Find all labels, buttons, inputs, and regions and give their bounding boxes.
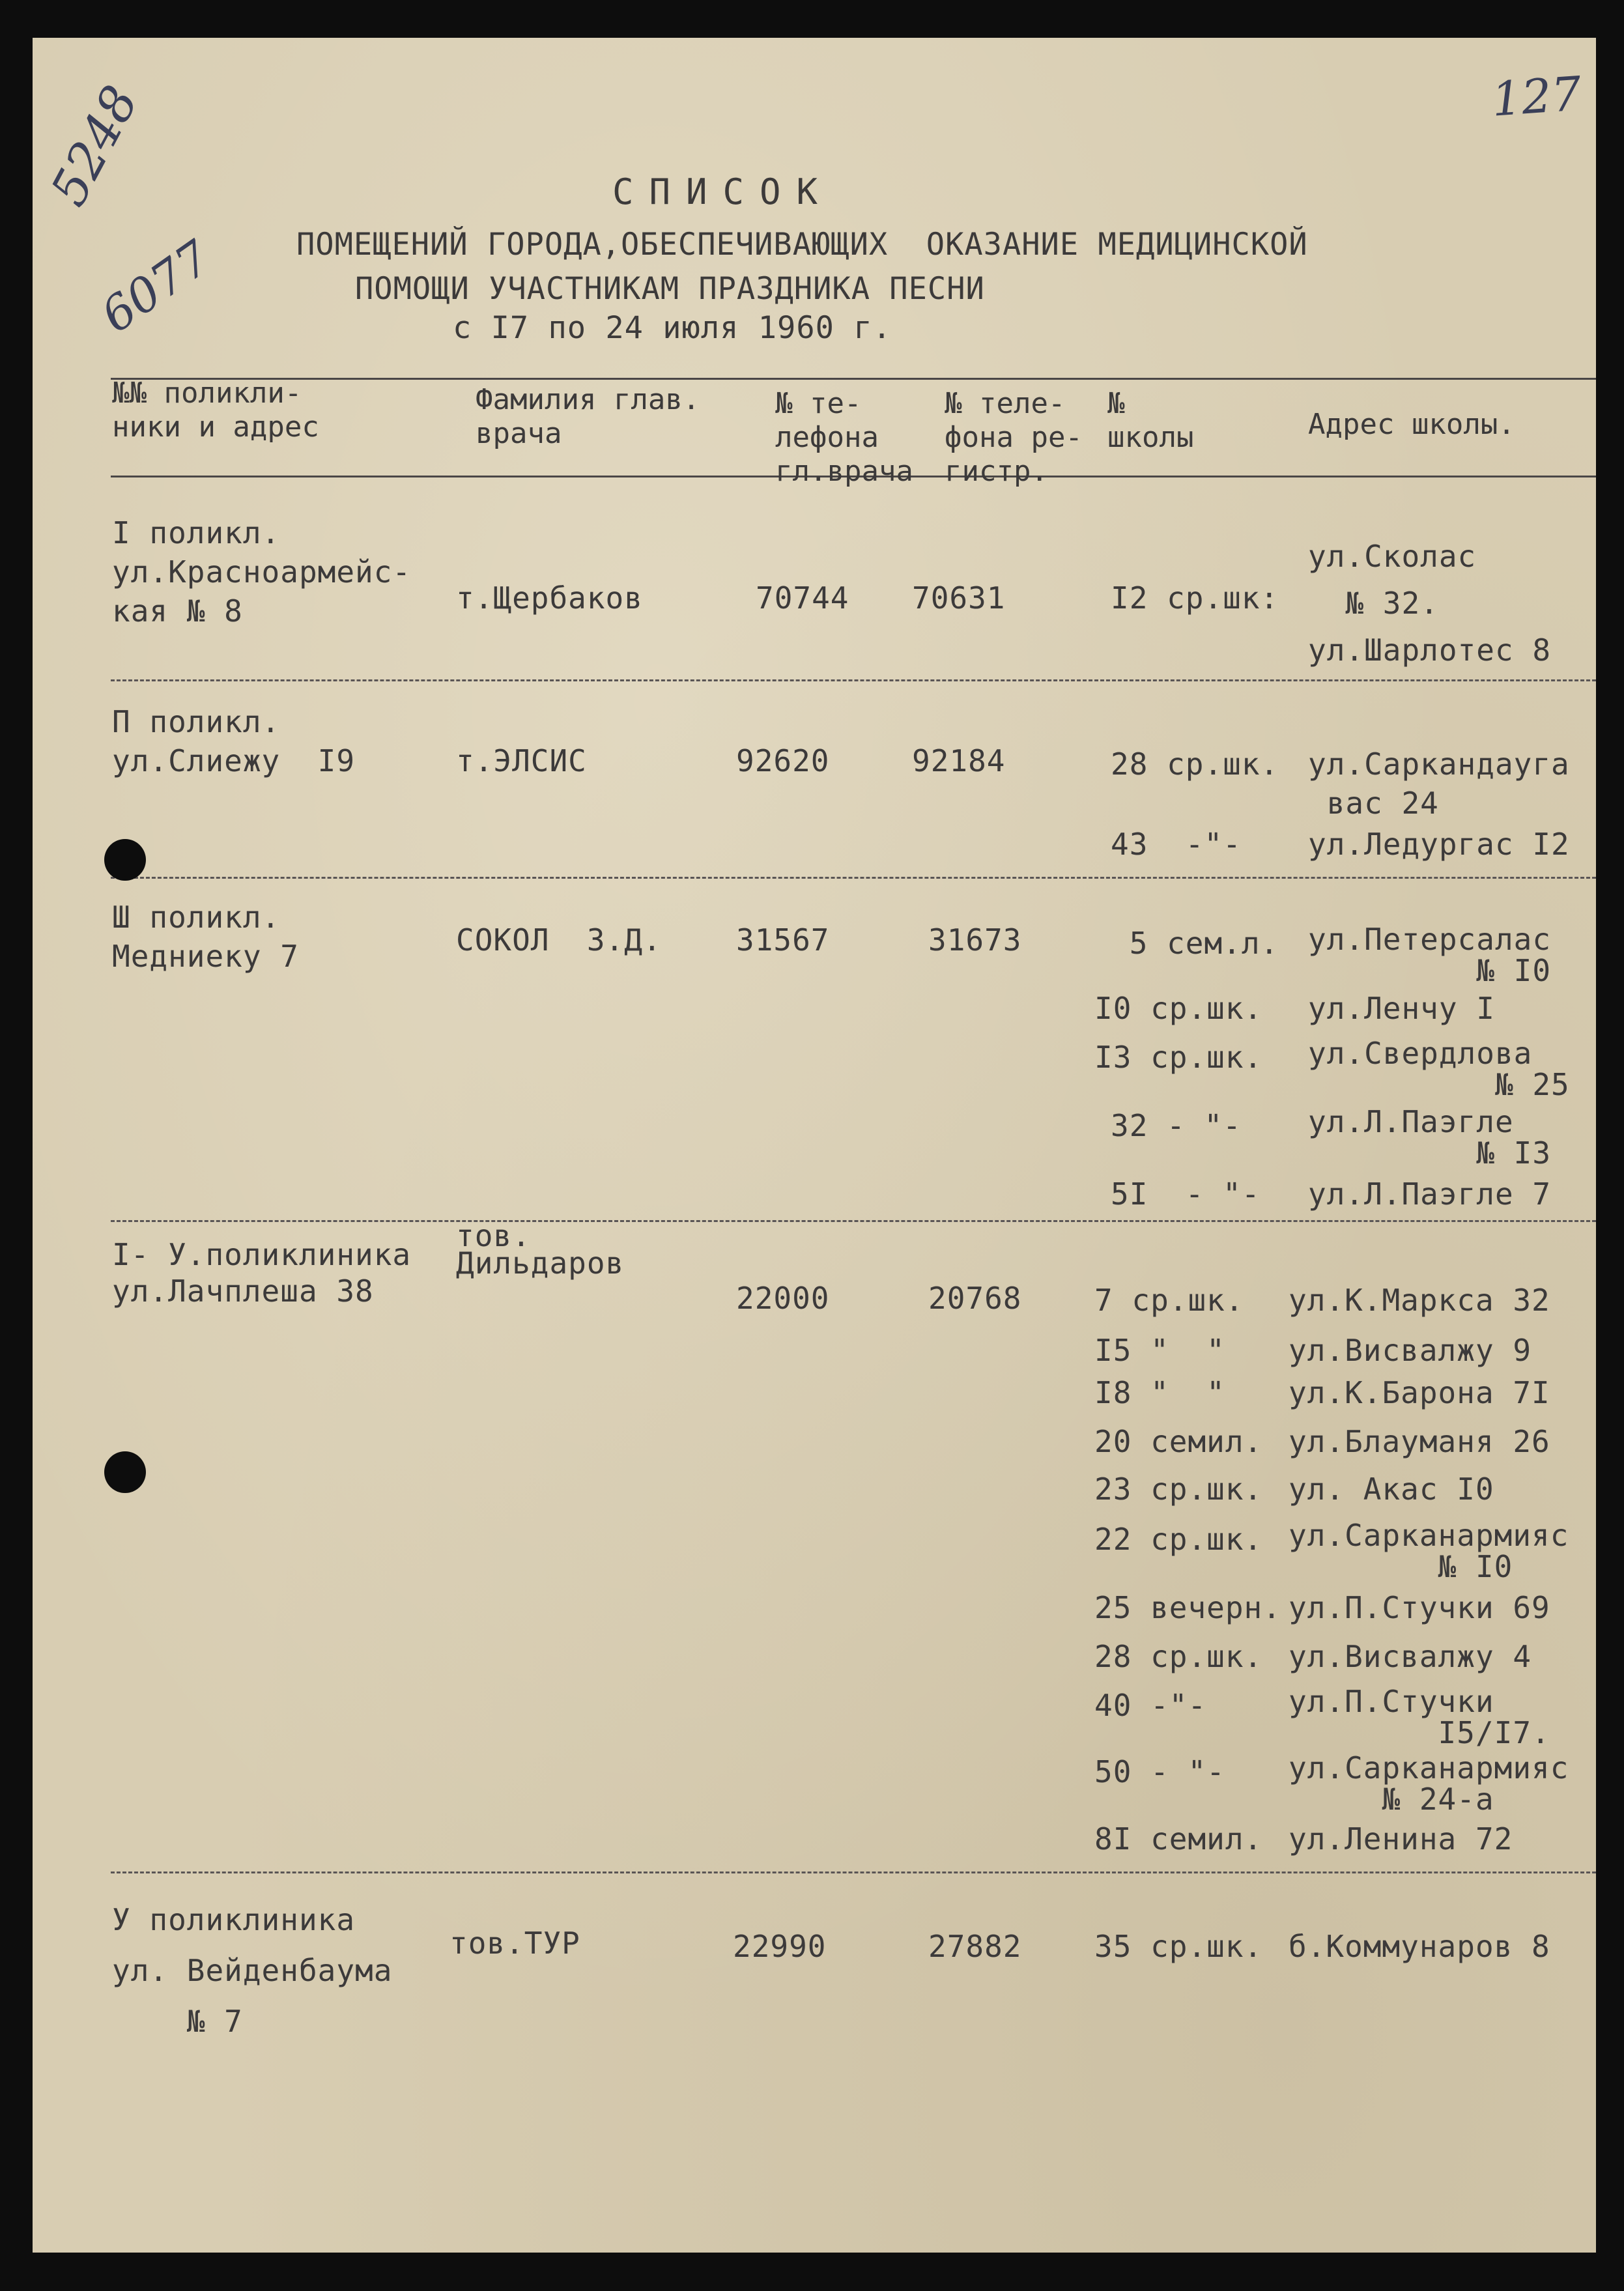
doctor-phone: 92620	[736, 743, 830, 778]
school-number: I5 " "	[1094, 1333, 1225, 1368]
punch-hole	[104, 839, 146, 881]
school-address: ул.Л.Паэгле № I3	[1308, 1104, 1552, 1171]
school-number: 35 ср.шк.	[1094, 1929, 1263, 1964]
school-number: 22 ср.шк.	[1094, 1522, 1263, 1557]
school-address: ул.П.Стучки I5/I7.	[1289, 1684, 1550, 1750]
table-top-rule	[111, 378, 1596, 380]
school-number: I3 ср.шк.	[1094, 1040, 1263, 1075]
school-address: ул.Висвалжу 9	[1289, 1333, 1532, 1368]
row-divider	[111, 679, 1596, 681]
polyclinic-name: У поликлиника ул. Вейденбаума № 7	[112, 1902, 393, 2039]
school-address: ул.Саркандаугa вас 24	[1308, 747, 1570, 821]
school-number: 28 ср.шк.	[1094, 1639, 1263, 1674]
school-number: 5 сем.л.	[1111, 926, 1279, 961]
school-number: I8 " "	[1094, 1375, 1225, 1410]
school-address: ул. Акас I0	[1289, 1472, 1494, 1507]
punch-hole	[104, 1451, 146, 1493]
polyclinic-name: I- У.поликлиника ул.Лачплеша 38	[112, 1237, 412, 1309]
document-page	[33, 38, 1596, 2253]
polyclinic-name: I поликл. ул.Красноармейс- кая № 8	[112, 515, 412, 629]
doctor-phone: 31567	[736, 922, 830, 958]
school-address: ул.П.Стучки 69	[1289, 1590, 1550, 1625]
chief-doctor: СОКОЛ З.Д.	[456, 922, 662, 958]
school-address: б.Коммунаров 8	[1289, 1929, 1550, 1964]
school-number: 28 ср.шк.	[1111, 747, 1279, 782]
registry-phone: 20768	[928, 1281, 1022, 1316]
school-address: ул.Петерсалас № I0	[1308, 922, 1552, 988]
heading-dates: с I7 по 24 июля 1960 г.	[453, 310, 892, 346]
chief-doctor: тов. Дильдаров	[456, 1218, 625, 1281]
school-address: ул.Висвалжу 4	[1289, 1639, 1532, 1674]
school-address: ул.Сарканармияс № 24-а	[1289, 1750, 1569, 1817]
column-header-registry-phone: № теле- фона ре- гистр.	[945, 387, 1083, 488]
row-divider	[111, 1871, 1596, 1873]
archive-note-1: 5248	[39, 76, 150, 215]
school-address: ул.Ленина 72	[1289, 1821, 1513, 1857]
column-header-polyclinic: №№ поликли- ники и адрес	[112, 377, 319, 444]
school-number: 8I семил.	[1094, 1821, 1263, 1857]
school-number: 23 ср.шк.	[1094, 1472, 1263, 1507]
column-header-doctor: Фамилия глав. врача	[476, 383, 700, 450]
heading-line-2: ПОМОЩИ УЧАСТНИКАМ ПРАЗДНИКА ПЕСНИ	[355, 271, 985, 307]
school-address: ул.Блауманя 26	[1289, 1424, 1550, 1459]
school-address: ул.Свердлова № 25	[1308, 1036, 1570, 1102]
column-header-school-address: Адрес школы.	[1308, 408, 1515, 441]
school-address: ул.Сколас № 32. ул.Шарлотес 8	[1308, 539, 1552, 668]
doctor-phone: 22000	[736, 1281, 830, 1316]
school-number: 43 -"-	[1111, 827, 1242, 862]
polyclinic-name: Ш поликл. Медниеку 7	[112, 900, 299, 974]
registry-phone: 31673	[928, 922, 1022, 958]
chief-doctor: т.Щербаков	[456, 580, 643, 616]
doctor-phone: 22990	[733, 1929, 827, 1964]
school-number: 7 ср.шк.	[1094, 1283, 1244, 1318]
registry-phone: 27882	[928, 1929, 1022, 1964]
school-address: ул.Ленчу I	[1308, 991, 1495, 1026]
school-number: I2 ср.шк:	[1111, 580, 1279, 616]
school-number: 32 - "-	[1111, 1108, 1242, 1143]
school-number: 25 вечерн.	[1094, 1590, 1281, 1625]
row-divider	[111, 1220, 1596, 1222]
school-address: ул.Сарканармияс № I0	[1289, 1518, 1569, 1584]
chief-doctor: т.ЭЛСИС	[456, 743, 587, 778]
school-number: 40 -"-	[1094, 1688, 1207, 1723]
school-number: 20 семил.	[1094, 1424, 1263, 1459]
school-address: ул.К.Барона 7I	[1289, 1375, 1550, 1410]
registry-phone: 70631	[912, 580, 1006, 616]
school-address: ул.Ледургас I2	[1308, 827, 1570, 862]
column-header-school-number: № школы	[1107, 387, 1194, 454]
chief-doctor: тов.ТУР	[449, 1926, 580, 1961]
school-address: ул.Л.Паэгле 7	[1308, 1176, 1552, 1212]
row-divider	[111, 877, 1596, 879]
heading-line-1: ПОМЕЩЕНИЙ ГОРОДА,ОБЕСПЕЧИВАЮЩИХ ОКАЗАНИЕ МЕДИЦИНСКОЙ	[296, 227, 1308, 263]
column-header-doctor-phone: № те- лефона гл.врача	[775, 387, 913, 488]
page-number: 127	[1490, 66, 1584, 127]
polyclinic-name: П поликл. ул.Слиежу I9	[112, 704, 356, 778]
school-address: ул.К.Маркса 32	[1289, 1283, 1550, 1318]
school-number: 5I - "-	[1111, 1176, 1261, 1212]
school-number: I0 ср.шк.	[1094, 991, 1263, 1026]
archive-note-2: 6077	[91, 229, 221, 343]
registry-phone: 92184	[912, 743, 1006, 778]
document-title: СПИСОК	[612, 171, 834, 212]
doctor-phone: 70744	[756, 580, 849, 616]
school-number: 50 - "-	[1094, 1754, 1225, 1789]
